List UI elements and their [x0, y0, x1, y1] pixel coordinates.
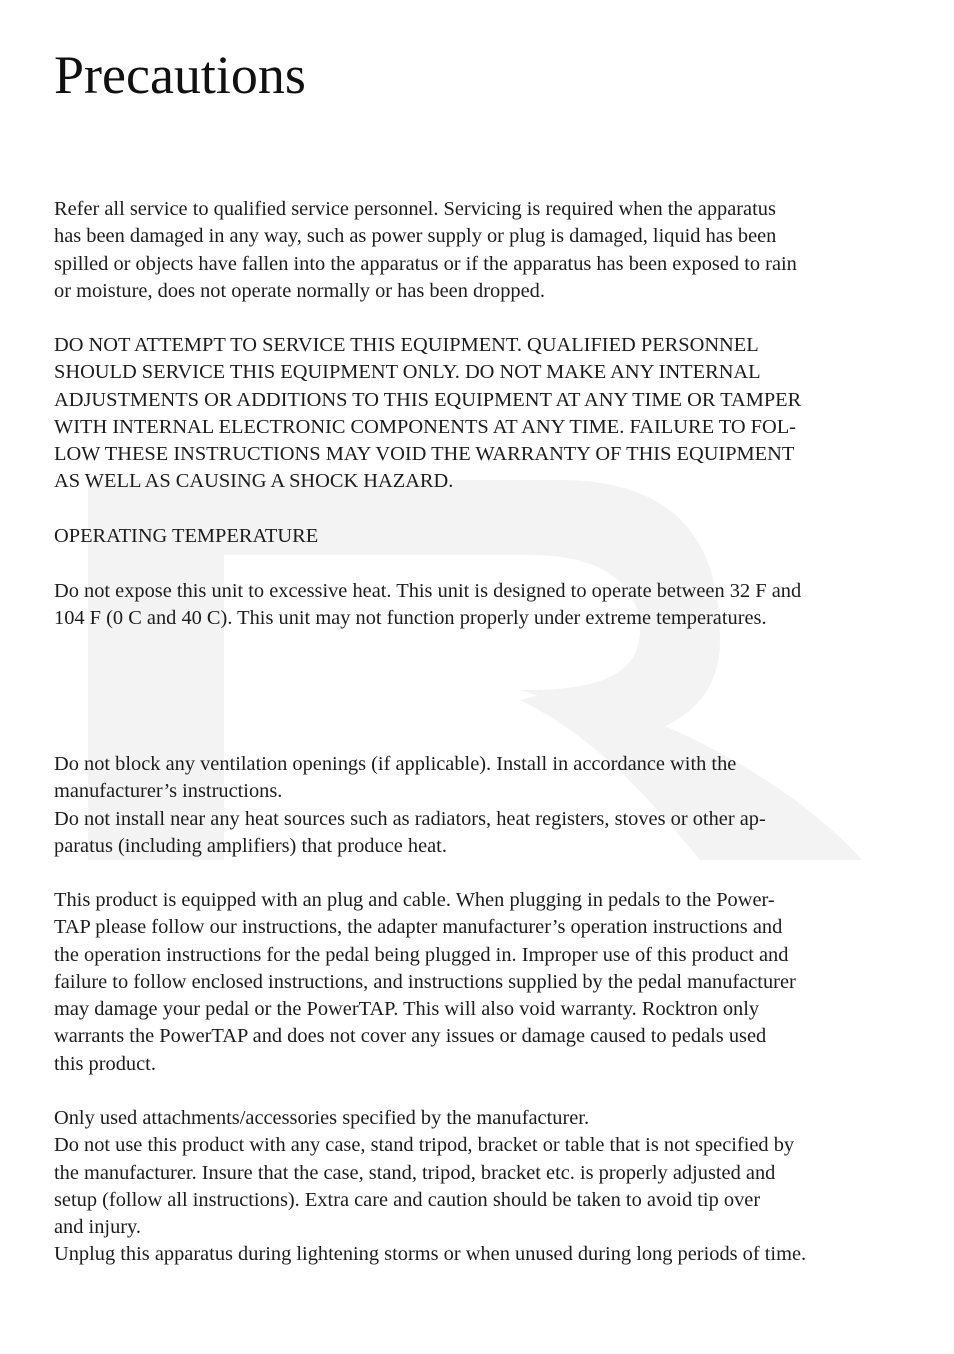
- text-line: may damage your pedal or the PowerTAP. This will also void warranty. Rocktron only: [54, 998, 760, 1021]
- text-line: paratus (including amplifiers) that produce heat.: [54, 834, 447, 857]
- warning-paragraph: [54, 332, 914, 496]
- ventilation-paragraph: [54, 751, 914, 860]
- text-line: the operation instructions for the pedal being plugged in. Improper use of this product and: [54, 943, 789, 966]
- text-line: failure to follow enclosed instructions, and instructions supplied by the pedal manufacturer: [54, 970, 796, 993]
- text-line: Only used attachments/accessories specified by the manufacturer.: [54, 1107, 590, 1129]
- text-line: this product.: [54, 1052, 156, 1075]
- accessories-paragraph: [54, 1105, 914, 1269]
- text-line: Do not expose this unit to excessive heat. This unit is designed to operate between 32 F and: [54, 580, 802, 602]
- section-heading: OPERATING TEMPERATURE: [54, 525, 319, 547]
- text-line: 104 F (0 C and 40 C). This unit may not function properly under extreme temperatures.: [54, 607, 767, 630]
- text-line: has been damaged in any way, such as power supply or plug is damaged, liquid has been: [54, 225, 777, 248]
- text-line: and injury.: [54, 1216, 142, 1239]
- text-line: Do not block any ventilation openings (if applicable). Install in accordance with the: [54, 753, 737, 775]
- text-line: SHOULD SERVICE THIS EQUIPMENT ONLY. DO NOT MAKE ANY INTERNAL: [54, 361, 761, 384]
- text-line: AS WELL AS CAUSING A SHOCK HAZARD.: [54, 470, 454, 493]
- text-line: TAP please follow our instructions, the adapter manufacturer’s operation instructions and: [54, 916, 783, 939]
- text-line: warrants the PowerTAP and does not cover any issues or damage caused to pedals used: [54, 1025, 767, 1048]
- text-line: the manufacturer. Insure that the case, stand, tripod, bracket etc. is properly adjusted and: [54, 1161, 776, 1184]
- service-paragraph: [54, 196, 914, 305]
- text-line: This product is equipped with an plug and cable. When plugging in pedals to the Power-: [54, 889, 775, 911]
- text-line: Refer all service to qualified service personnel. Servicing is required when the apparatus: [54, 198, 776, 220]
- plug-cable-paragraph: [54, 887, 914, 1078]
- text-line: LOW THESE INSTRUCTIONS MAY VOID THE WARRANTY OF THIS EQUIPMENT: [54, 443, 795, 466]
- text-line: spilled or objects have fallen into the apparatus or if the apparatus has been exposed to rain: [54, 252, 797, 275]
- page-title: Precautions: [54, 45, 306, 105]
- text-line: Unplug this apparatus during lightening storms or when unused during long periods of time.: [54, 1243, 807, 1266]
- text-line: DO NOT ATTEMPT TO SERVICE THIS EQUIPMENT. QUALIFIED PERSONNEL: [54, 334, 759, 356]
- temperature-paragraph: [54, 578, 914, 633]
- text-line: setup (follow all instructions). Extra care and caution should be taken to avoid tip over: [54, 1188, 761, 1211]
- text-line: ADJUSTMENTS OR ADDITIONS TO THIS EQUIPMENT AT ANY TIME OR TAMPER: [54, 388, 802, 411]
- operating-temperature-heading: [54, 523, 914, 550]
- text-line: or moisture, does not operate normally or has been dropped.: [54, 279, 545, 302]
- text-line: manufacturer’s instructions.: [54, 780, 283, 803]
- text-line: Do not use this product with any case, stand tripod, bracket or table that is not specified by: [54, 1134, 795, 1157]
- text-line: WITH INTERNAL ELECTRONIC COMPONENTS AT ANY TIME. FAILURE TO FOL-: [54, 415, 796, 438]
- text-line: Do not install near any heat sources such as radiators, heat registers, stoves or other ap-: [54, 807, 766, 830]
